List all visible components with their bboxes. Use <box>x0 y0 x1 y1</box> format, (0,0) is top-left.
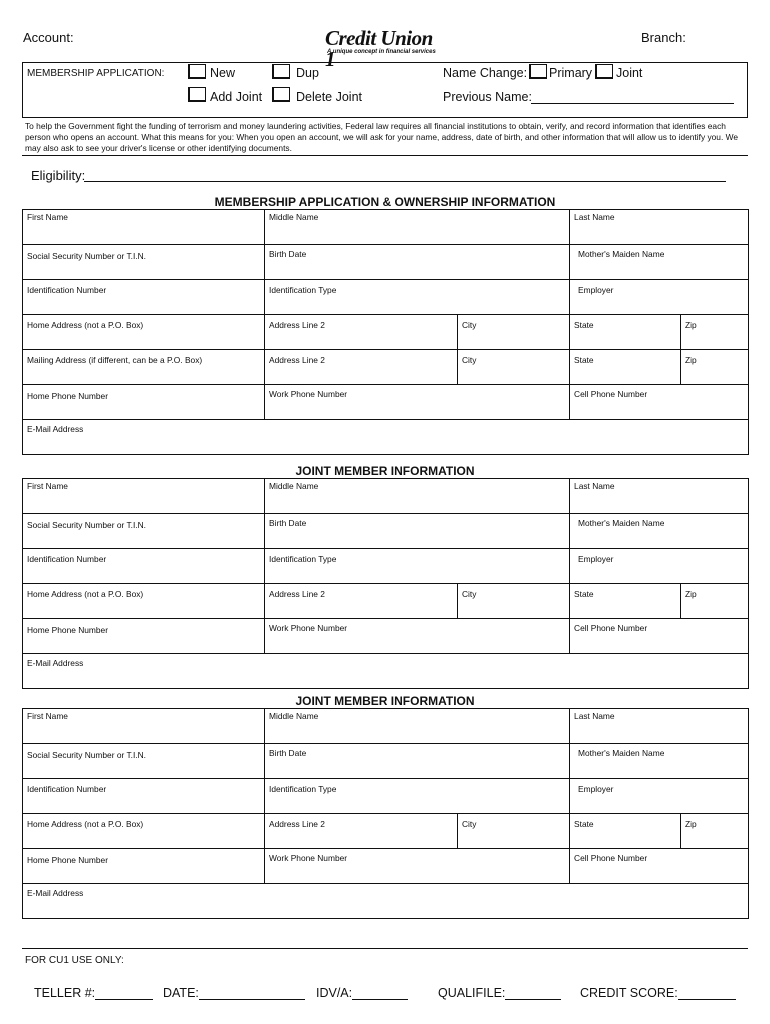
email-field[interactable]: E-Mail Address <box>23 654 749 689</box>
table-row <box>23 350 749 385</box>
branch-label: Branch: <box>641 30 686 45</box>
joint-member-1-table <box>22 478 749 689</box>
middle-name-field[interactable]: Middle Name <box>265 210 570 245</box>
table-row <box>23 549 749 584</box>
mothers-maiden-name-field[interactable]: Mother's Maiden Name <box>570 744 749 779</box>
table-row <box>23 245 749 280</box>
idva-field <box>316 986 408 1000</box>
membership-application-label: MEMBERSHIP APPLICATION: <box>27 68 165 79</box>
first-name-field[interactable]: First Name <box>23 210 265 245</box>
mothers-maiden-name-field[interactable]: Mother's Maiden Name <box>570 245 749 280</box>
city-field[interactable]: City <box>458 814 570 849</box>
mailing-city-field[interactable]: City <box>458 350 570 385</box>
primary-member-table <box>22 209 749 455</box>
table-row <box>23 514 749 549</box>
primary-checkbox[interactable] <box>529 64 547 79</box>
state-field[interactable]: State <box>570 584 681 619</box>
table-row <box>23 584 749 619</box>
identification-type-field[interactable]: Identification Type <box>265 549 570 584</box>
footer-divider <box>22 948 748 949</box>
previous-name-field[interactable] <box>531 103 734 104</box>
idva-input[interactable] <box>352 988 408 1000</box>
home-address-field[interactable]: Home Address (not a P.O. Box) <box>23 315 265 350</box>
cell-phone-field[interactable]: Cell Phone Number <box>570 849 749 884</box>
delete-joint-checkbox[interactable] <box>272 87 290 102</box>
credit-score-field <box>580 986 736 1000</box>
add-joint-checkbox[interactable] <box>188 87 206 102</box>
logo-text: Credit Union 1 <box>325 26 433 71</box>
delete-joint-label: Delete Joint <box>296 90 363 104</box>
birth-date-field[interactable]: Birth Date <box>265 245 570 280</box>
work-phone-field[interactable]: Work Phone Number <box>265 849 570 884</box>
joint-member-2-table <box>22 708 749 919</box>
credit-score-label: CREDIT SCORE: <box>580 986 678 1000</box>
state-field[interactable]: State <box>570 814 681 849</box>
mailing-state-field[interactable]: State <box>570 350 681 385</box>
city-field[interactable]: City <box>458 315 570 350</box>
identification-type-field[interactable]: Identification Type <box>265 779 570 814</box>
joint-label: Joint <box>616 66 643 80</box>
teller-input[interactable] <box>95 988 153 1000</box>
cell-phone-field[interactable]: Cell Phone Number <box>570 385 749 420</box>
table-row <box>23 385 749 420</box>
previous-name-label: Previous Name: <box>443 90 532 104</box>
table-row <box>23 709 749 744</box>
primary-label: Primary <box>549 66 593 80</box>
date-field <box>163 986 305 1000</box>
date-label: DATE: <box>163 986 199 1000</box>
city-field[interactable]: City <box>458 584 570 619</box>
table-row <box>23 479 749 514</box>
cu1-use-only-label: FOR CU1 USE ONLY: <box>25 955 124 966</box>
home-phone-field[interactable]: Home Phone Number <box>23 849 265 884</box>
employer-field[interactable]: Employer <box>570 779 749 814</box>
credit-score-input[interactable] <box>678 988 736 1000</box>
zip-field[interactable]: Zip <box>681 584 749 619</box>
account-label: Account: <box>23 30 74 45</box>
date-input[interactable] <box>199 988 305 1000</box>
section-title-joint-2: JOINT MEMBER INFORMATION <box>295 694 475 708</box>
qualifile-input[interactable] <box>505 988 561 1000</box>
table-row <box>23 744 749 779</box>
section-title-joint-1: JOINT MEMBER INFORMATION <box>295 464 475 478</box>
mothers-maiden-name-field[interactable]: Mother's Maiden Name <box>570 514 749 549</box>
identification-number-field[interactable]: Identification Number <box>23 280 265 315</box>
dup-checkbox[interactable] <box>272 64 290 79</box>
notice-divider <box>22 155 748 156</box>
email-field[interactable]: E-Mail Address <box>23 420 749 455</box>
joint-checkbox[interactable] <box>595 64 613 79</box>
home-phone-field[interactable]: Home Phone Number <box>23 619 265 654</box>
work-phone-field[interactable]: Work Phone Number <box>265 385 570 420</box>
state-field[interactable]: State <box>570 315 681 350</box>
employer-field[interactable]: Employer <box>570 280 749 315</box>
qualifile-field <box>438 986 561 1000</box>
table-row <box>23 814 749 849</box>
middle-name-field[interactable]: Middle Name <box>265 709 570 744</box>
table-row <box>23 315 749 350</box>
identification-number-field[interactable]: Identification Number <box>23 779 265 814</box>
teller-label: TELLER #: <box>34 986 96 1000</box>
logo-tagline: A unique concept in financial services <box>327 49 436 55</box>
patriot-act-notice: To help the Government fight the funding of terrorism and money laundering activities, Federal law requires all financial institutions to obtain, verify, and record information that identifies each person who opens an account. What this means for you: When you open an account, we will ask for your name, address, date of birth, and other information that will allow us to identify you. We may also ask to see your driver's license or other identifying documents. <box>25 121 739 153</box>
teller-field <box>34 986 153 1000</box>
address-line-2-field[interactable]: Address Line 2 <box>265 584 458 619</box>
eligibility-field[interactable] <box>84 181 726 182</box>
middle-name-field[interactable]: Middle Name <box>265 479 570 514</box>
ssn-field[interactable]: Social Security Number or T.I.N. <box>23 514 265 549</box>
ssn-field[interactable]: Social Security Number or T.I.N. <box>23 245 265 280</box>
credit-union-logo <box>325 26 445 71</box>
employer-field[interactable]: Employer <box>570 549 749 584</box>
home-address-field[interactable]: Home Address (not a P.O. Box) <box>23 584 265 619</box>
address-line-2-field[interactable]: Address Line 2 <box>265 315 458 350</box>
table-row <box>23 280 749 315</box>
last-name-field[interactable]: Last Name <box>570 210 749 245</box>
identification-number-field[interactable]: Identification Number <box>23 549 265 584</box>
mailing-zip-field[interactable]: Zip <box>681 350 749 385</box>
birth-date-field[interactable]: Birth Date <box>265 744 570 779</box>
eligibility-label: Eligibility: <box>31 168 86 183</box>
add-joint-label: Add Joint <box>210 90 263 104</box>
identification-type-field[interactable]: Identification Type <box>265 280 570 315</box>
zip-field[interactable]: Zip <box>681 814 749 849</box>
address-line-2-field[interactable]: Address Line 2 <box>265 814 458 849</box>
table-row <box>23 654 749 689</box>
work-phone-field[interactable]: Work Phone Number <box>265 619 570 654</box>
mailing-address-field[interactable]: Mailing Address (if different, can be a P.O. Box) <box>23 350 265 385</box>
birth-date-field[interactable]: Birth Date <box>265 514 570 549</box>
new-checkbox[interactable] <box>188 64 206 79</box>
table-row <box>23 619 749 654</box>
table-row <box>23 884 749 919</box>
last-name-field[interactable]: Last Name <box>570 479 749 514</box>
first-name-field[interactable]: First Name <box>23 479 265 514</box>
table-row <box>23 779 749 814</box>
table-row <box>23 849 749 884</box>
mailing-address-line-2-field[interactable]: Address Line 2 <box>265 350 458 385</box>
table-row <box>23 210 749 245</box>
name-change-label: Name Change: <box>443 66 528 80</box>
home-address-field[interactable]: Home Address (not a P.O. Box) <box>23 814 265 849</box>
new-label: New <box>210 66 236 80</box>
section-title-primary: MEMBERSHIP APPLICATION & OWNERSHIP INFORMATION <box>214 195 556 209</box>
last-name-field[interactable]: Last Name <box>570 709 749 744</box>
idva-label: IDV/A: <box>316 986 353 1000</box>
ssn-field[interactable]: Social Security Number or T.I.N. <box>23 744 265 779</box>
dup-label: Dup <box>296 66 319 80</box>
cell-phone-field[interactable]: Cell Phone Number <box>570 619 749 654</box>
qualifile-label: QUALIFILE: <box>438 986 506 1000</box>
email-field[interactable]: E-Mail Address <box>23 884 749 919</box>
zip-field[interactable]: Zip <box>681 315 749 350</box>
home-phone-field[interactable]: Home Phone Number <box>23 385 265 420</box>
first-name-field[interactable]: First Name <box>23 709 265 744</box>
table-row <box>23 420 749 455</box>
